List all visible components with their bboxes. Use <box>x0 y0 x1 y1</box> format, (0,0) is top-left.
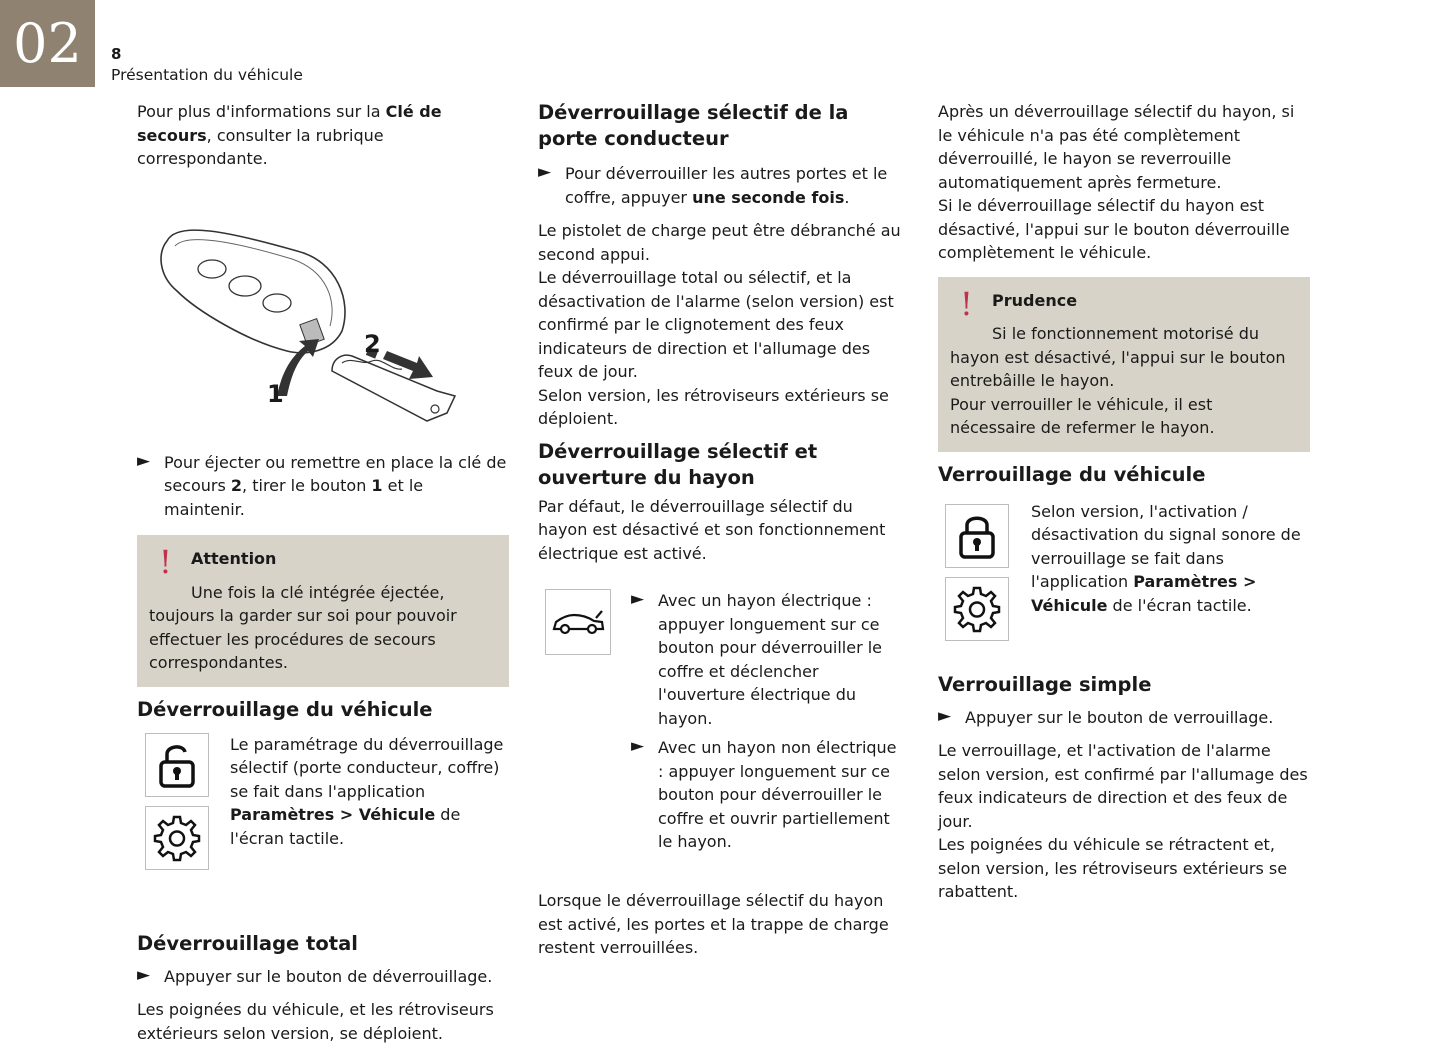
section-title: Présentation du véhicule <box>111 66 303 84</box>
deverrouillage-text: Le paramétrage du déverrouillage sélectif (porte conducteur, coffre) se fait dans l'application Paramètres > Véhicule de l'écran tactile. <box>230 734 504 848</box>
heading-simple: Verrouillage simple <box>938 672 1152 696</box>
deverrouillage-block <box>137 733 509 903</box>
col3-text-2: Si le déverrouillage sélectif du hayon est désactivé, l'appui sur le bouton déverrouille complètement le véhicule. <box>938 196 1290 262</box>
car-trunk-icon <box>545 589 611 655</box>
hayon-manual-instruction: ► Avec un hayon non électrique : appuyer longuement sur ce bouton pour déverrouiller le coffre et ouvrir partiellement le hayon. <box>631 736 897 851</box>
prudence-text-2: Pour verrouiller le véhicule, il est nécessaire de refermer le hayon. <box>950 394 1215 437</box>
unlock-icon <box>145 733 209 797</box>
simple-instruction: ► Appuyer sur le bouton de verrouillage. <box>938 705 1274 727</box>
eject-instruction: ► Pour éjecter ou remettre en place la clé de secours 2, tirer le bouton 1 et le maintenir. <box>137 450 507 519</box>
verrouillage-icons <box>945 504 1009 650</box>
col3-text-1: Après un déverrouillage sélectif du hayon, si le véhicule n'a pas été complètement déverrouillé, le hayon se reverrouille automatiquement après fermeture. <box>938 102 1295 192</box>
warning-icon: ! <box>960 284 973 323</box>
simple-text-2: Les poignées du véhicule se rétractent et, selon version, les rétroviseurs extérieurs se rabattent. <box>938 835 1288 901</box>
simple-text-1: Le verrouillage, et l'activation de l'alarme selon version, est confirmé par l'allumage des feux indicateurs de direction et des feux de jour. <box>938 741 1308 831</box>
attention-text-first: Une fois la clé intégrée éjectée, <box>191 582 445 602</box>
prudence-box <box>938 277 1310 452</box>
figure-label-2: 2 <box>364 329 381 358</box>
bullet-arrow-icon: ► <box>137 450 151 471</box>
bullet-arrow-icon: ► <box>538 162 552 182</box>
heading-hayon: Déverrouillage sélectif et ouverture du hayon <box>538 439 818 489</box>
figure-label-1: 1 <box>267 379 284 408</box>
deverrouillage-icons <box>145 733 209 879</box>
gear-icon <box>145 806 209 870</box>
chapter-number: 02 <box>0 0 95 87</box>
heading-porte-conducteur: Déverrouillage sélectif de la porte conducteur <box>538 101 849 150</box>
column-1 <box>137 100 509 1055</box>
lock-icon <box>945 504 1009 568</box>
heading-total: Déverrouillage total <box>137 931 358 955</box>
hayon-bullets <box>631 589 901 864</box>
total-text: Les poignées du véhicule, et les rétroviseurs extérieurs selon version, se déploient. <box>137 1000 494 1043</box>
verrouillage-block <box>938 500 1310 660</box>
hayon-outro: Lorsque le déverrouillage sélectif du hayon est activé, les portes et la trappe de charge restent verrouillées. <box>538 891 889 957</box>
key-fob-illustration <box>137 181 509 431</box>
attention-text: toujours la garder sur soi pour pouvoir effectuer les procédures de secours correspondantes. <box>149 606 457 672</box>
key-figure <box>137 181 509 431</box>
intro-paragraph: Pour plus d'informations sur la Clé de secours, consulter la rubrique correspondante. <box>137 102 442 168</box>
porte-text-1: Le pistolet de charge peut être débranché au second appui. <box>538 221 901 264</box>
bullet-arrow-icon: ► <box>631 736 645 756</box>
heading-verrouillage: Verrouillage du véhicule <box>938 462 1206 486</box>
link-emergency-key: Clé de secours <box>137 102 442 145</box>
porte-text-3: Selon version, les rétroviseurs extérieurs se déploient. <box>538 385 889 428</box>
warning-icon: ! <box>159 543 172 581</box>
total-instruction: ► Appuyer sur le bouton de déverrouillage. <box>137 964 493 986</box>
verrouillage-text: Selon version, l'activation / désactivation du signal sonore de verrouillage se fait dans l'application Paramètres > Véhicule de l'écran tactile. <box>1031 501 1301 615</box>
column-2 <box>538 100 904 970</box>
porte-text-2: Le déverrouillage total ou sélectif, et la désactivation de l'alarme (selon version) est confirmé par le clignotement des feux indicateurs de direction et l'allumage des feux de jour. <box>538 268 894 381</box>
hayon-block <box>538 589 904 859</box>
prudence-title: Prudence <box>992 290 1078 310</box>
bullet-arrow-icon: ► <box>631 589 645 609</box>
prudence-text-first: Si le fonctionnement motorisé du <box>992 324 1260 343</box>
heading-deverrouillage: Déverrouillage du véhicule <box>137 697 433 721</box>
page-number: 8 <box>111 45 122 63</box>
attention-title: Attention <box>191 549 277 568</box>
hayon-intro: Par défaut, le déverrouillage sélectif du hayon est désactivé et son fonctionnement électrique est activé. <box>538 496 886 563</box>
column-3 <box>938 100 1310 914</box>
porte-instruction: ► Pour déverrouiller les autres portes et le coffre, appuyer une seconde fois. <box>538 162 888 207</box>
attention-box <box>137 535 509 687</box>
hayon-electric-instruction: ► Avec un hayon électrique : appuyer longuement sur ce bouton pour déverrouiller le coffre et déclencher l'ouverture électrique du hayon. <box>631 589 883 728</box>
bullet-arrow-icon: ► <box>938 705 952 726</box>
prudence-text: hayon est désactivé, l'appui sur le bouton entrebâille le hayon. <box>950 347 1286 390</box>
gear-icon <box>945 577 1009 641</box>
bullet-arrow-icon: ► <box>137 964 151 985</box>
